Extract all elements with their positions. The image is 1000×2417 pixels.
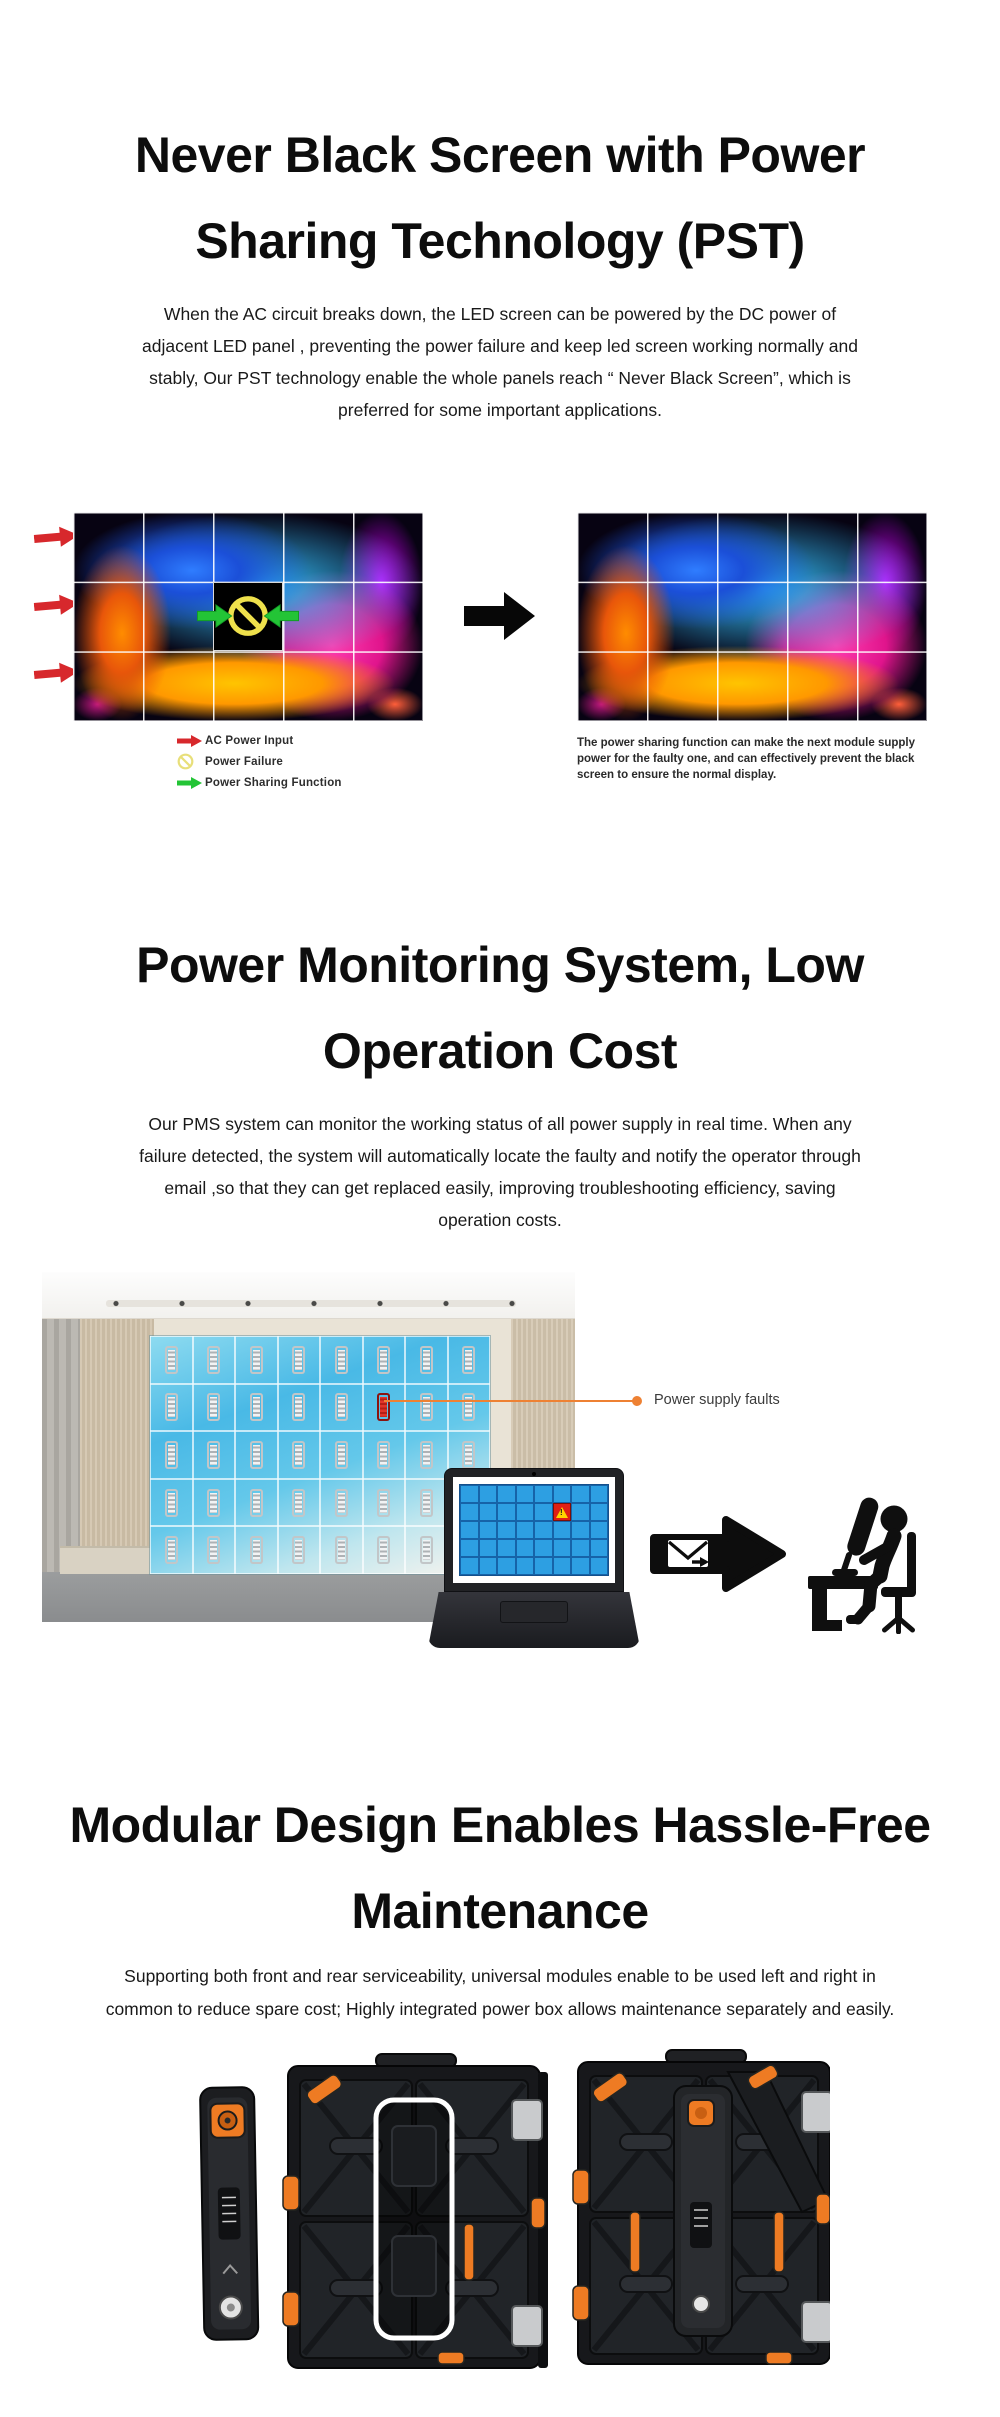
legend-item-power-failure [177,753,342,770]
grid-cell [534,1557,553,1575]
power-supply-unit [251,1442,262,1468]
grid-cell [235,1336,278,1384]
power-supply-unit [208,1442,219,1468]
power-supply-unit [208,1490,219,1516]
grid-cell [278,1479,321,1527]
modular-title-line2: Maintenance [351,1883,649,1939]
grid-cell [516,1503,535,1521]
grid-cell [363,1526,406,1574]
pms-title [0,922,1000,1094]
modular-paragraph: Supporting both front and rear serviceability, universal modules enable to be used left and right in common to reduce spare cost; Highly integrated power box allows maintenance separately and easily. [105,1966,895,2019]
grid-cell [193,1431,236,1479]
callout-dot [632,1396,642,1406]
grid-cell [553,1539,572,1557]
power-supply-unit [378,1347,389,1373]
power-supply-unit [463,1442,474,1468]
grid-cell [320,1431,363,1479]
led-wall-failure-image [73,512,423,721]
grid-cell [235,1431,278,1479]
cabinet-rear-left [283,2054,548,2368]
power-supply-unit [166,1442,177,1468]
webcam-dot [532,1472,536,1476]
power-supply-unit [251,1490,262,1516]
power-sharing-arrow-icon [177,776,203,790]
grid-cell [497,1539,516,1557]
power-supply-unit [293,1394,304,1420]
legend-label: Power Sharing Function [205,776,342,789]
grid-cell [497,1485,516,1503]
section-pst [0,0,1000,810]
modular-title [0,1782,1000,1954]
grid-cell [516,1485,535,1503]
grid-cell [553,1485,572,1503]
faulty-cell [553,1503,572,1521]
grid-cell [320,1384,363,1432]
modular-title-line1: Modular Design Enables Hassle-Free [69,1797,931,1853]
grid-cell [516,1521,535,1539]
grid-cell [590,1503,609,1521]
power-supply-unit [293,1347,304,1373]
grid-cell [405,1384,448,1432]
grid-cell [278,1526,321,1574]
grid-cell [235,1384,278,1432]
power-supply-unit [421,1442,432,1468]
power-supply-unit [208,1394,219,1420]
legend-item-power-sharing [177,774,342,791]
grid-cell [363,1431,406,1479]
pms-title-line2: Operation Cost [322,1023,678,1079]
power-box-detached [200,2087,258,2340]
pms-figure [0,1272,1000,1672]
grid-cell [460,1539,479,1557]
grid-cell [405,1336,448,1384]
power-supply-unit [378,1537,389,1563]
grid-cell [363,1479,406,1527]
grid-cell [460,1521,479,1539]
grid-cell [479,1521,498,1539]
module-grid-lines [577,512,927,721]
legend-item-ac-power [177,732,342,749]
grid-cell [534,1485,553,1503]
grid-cell [320,1526,363,1574]
grid-cell [590,1539,609,1557]
grid-cell [479,1539,498,1557]
power-supply-unit [293,1442,304,1468]
grid-cell [235,1479,278,1527]
pms-paragraph: Our PMS system can monitor the working status of all power supply in real time. When any failure detected, the system will automatically locate the faulty and notify the operator through email ,so that they can get replaced easily, improving troubleshooting efficiency, saving operation costs. [139,1114,861,1230]
grid-cell [235,1526,278,1574]
grid-cell [571,1503,590,1521]
power-supply-unit [421,1394,432,1420]
legend-label: AC Power Input [205,734,294,747]
grid-cell [590,1557,609,1575]
grid-cell [571,1557,590,1575]
power-supply-unit [251,1537,262,1563]
grid-cell [150,1526,193,1574]
legend-label: Power Failure [205,755,284,768]
grid-cell [571,1521,590,1539]
callout-label: Power supply faults [654,1392,780,1408]
power-supply-unit [251,1394,262,1420]
faulty-power-supply [378,1394,389,1420]
ceiling [42,1272,575,1319]
power-supply-unit [293,1490,304,1516]
modular-figure [0,2048,1000,2378]
grid-cell [150,1431,193,1479]
power-supply-unit [463,1394,474,1420]
pst-title-line1: Never Black Screen with Power [134,127,866,183]
grid-cell [193,1384,236,1432]
pst-caption: The power sharing function can make the next module supply power for the faulty one, and can effectively prevent the black screen to ensure the normal display. [577,737,916,781]
grid-cell [534,1521,553,1539]
laptop-touchpad [500,1601,568,1623]
section-pms [0,922,1000,1672]
grid-cell [460,1557,479,1575]
monitoring-laptop [428,1468,640,1660]
grid-cell [363,1336,406,1384]
power-supply-unit [208,1347,219,1373]
operator-desk-icon [786,1492,926,1634]
pst-legend [177,732,342,795]
power-supply-unit [166,1394,177,1420]
power-supply-unit [251,1347,262,1373]
grid-cell [150,1384,193,1432]
grid-cell [590,1521,609,1539]
curtain [42,1318,80,1572]
power-supply-unit [166,1537,177,1563]
grid-cell [571,1485,590,1503]
power-supply-unit [293,1537,304,1563]
transition-arrow-icon [464,590,536,642]
grid-cell [553,1521,572,1539]
grid-cell [571,1539,590,1557]
grid-cell [553,1557,572,1575]
power-failure-sign-icon [177,753,194,770]
power-sharing-arrow-left-icon [197,604,233,628]
grid-cell [278,1336,321,1384]
power-supply-unit [336,1442,347,1468]
pst-figure [0,504,1000,810]
power-supply-unit [378,1490,389,1516]
power-supply-unit [166,1490,177,1516]
grid-cell [193,1526,236,1574]
grid-cell [534,1539,553,1557]
pms-title-line1: Power Monitoring System, Low [136,937,864,993]
grid-cell [460,1503,479,1521]
wood-slat-wall-left [80,1318,154,1572]
power-supply-unit [336,1490,347,1516]
failed-module-cell [213,582,283,652]
laptop-grid [459,1484,609,1576]
pst-title-line2: Sharing Technology (PST) [195,213,805,269]
grid-cell [479,1557,498,1575]
grid-cell [193,1479,236,1527]
grid-cell [460,1485,479,1503]
grid-cell [497,1521,516,1539]
laptop-screen-inner [453,1477,615,1583]
grid-cell [278,1431,321,1479]
grid-cell [479,1485,498,1503]
ceiling-lights [106,1300,516,1307]
pst-paragraph: When the AC circuit breaks down, the LED screen can be powered by the DC power of adjacent LED panel , preventing the power failure and keep led screen working normally and stably, Our PST technology enable the whole panels reach “ Never Black Screen”, which is preferred for some important applications. [142,304,858,420]
power-supply-unit [378,1442,389,1468]
grid-cell [534,1503,553,1521]
power-supply-unit [336,1394,347,1420]
ac-power-arrow-icon [177,734,203,748]
section-modular [0,1782,1000,2378]
grid-cell [448,1384,491,1432]
led-wall-normal-image [577,512,927,721]
grid-cell [590,1485,609,1503]
power-supply-unit [336,1347,347,1373]
grid-cell [320,1479,363,1527]
pst-title [0,112,1000,284]
warning-icon [556,1507,568,1518]
laptop-screen [444,1468,624,1592]
email-alert-arrow-icon [648,1512,788,1596]
grid-cell [150,1336,193,1384]
cabinet-rear-right [573,2050,830,2364]
grid-cell [448,1336,491,1384]
power-supply-unit [421,1347,432,1373]
grid-cell [479,1503,498,1521]
grid-cell [516,1539,535,1557]
power-box-installed [674,2086,732,2336]
power-supply-unit [463,1347,474,1373]
led-panel-rear-illustration [170,2048,830,2378]
grid-cell [278,1384,321,1432]
grid-cell [497,1557,516,1575]
power-sharing-arrow-right-icon [263,604,299,628]
grid-cell [150,1479,193,1527]
laptop-base [428,1592,640,1648]
faulty-cell [363,1384,406,1432]
power-supply-unit [336,1537,347,1563]
callout-line [384,1400,636,1402]
grid-cell [320,1336,363,1384]
power-supply-unit [166,1347,177,1373]
power-supply-unit [208,1537,219,1563]
grid-cell [516,1557,535,1575]
grid-cell [193,1336,236,1384]
grid-cell [497,1503,516,1521]
